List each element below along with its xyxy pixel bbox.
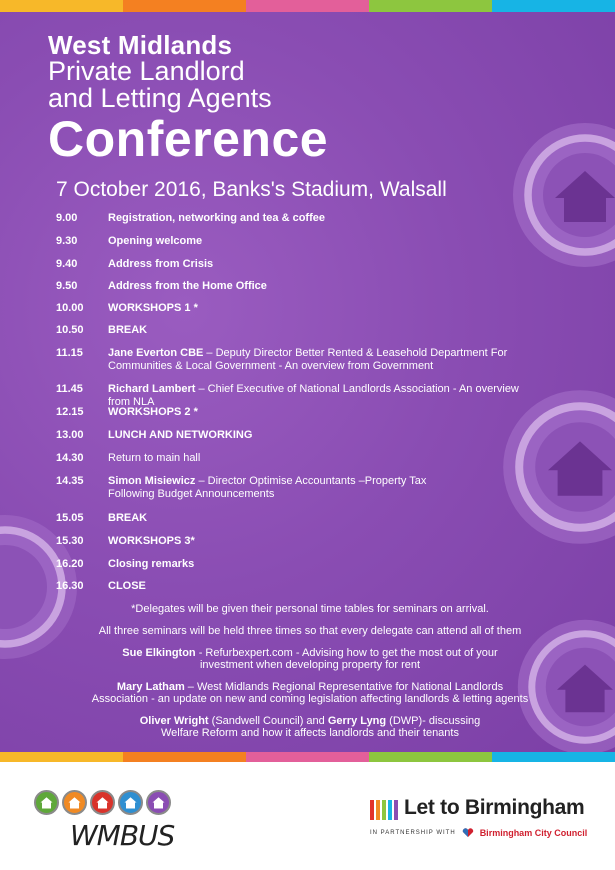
agenda-row: [56, 347, 536, 373]
speaker-detail: - Refurbexpert.com - Advising how to get the most out of your investment when developing property for rent: [195, 647, 498, 671]
agenda-title: BREAK: [108, 512, 148, 524]
title-line-4: Conference: [48, 111, 329, 167]
wmbus-circles: [34, 790, 190, 815]
agenda-row: [56, 558, 194, 571]
speaker-name: Mary Latham: [116, 681, 185, 693]
agenda-detail: – Director Optimise Accountants –Property Tax Following Budget Announcements: [108, 475, 427, 500]
agenda-time: 12.15: [56, 406, 84, 418]
date-venue: 7 October 2016, Banks's Stadium, Walsall: [56, 178, 447, 201]
title-line-2: Private Landlord: [48, 56, 245, 86]
speaker-detail: – West Midlands Regional Representative for National Landlords Association - an update on new and coming legislation affecting landlords & letting agents: [91, 681, 529, 705]
speaker-name: Oliver Wright: [139, 715, 209, 727]
stripe-segment: [123, 0, 246, 12]
agenda-time: 14.35: [56, 475, 84, 487]
agenda-row: [56, 280, 267, 293]
agenda-row: [56, 258, 213, 271]
agenda-time: 16.30: [56, 580, 84, 592]
bcc-wordmark: Birmingham City Council: [479, 828, 588, 838]
agenda-row: [56, 512, 147, 525]
speaker-name: Sue Elkington: [122, 647, 196, 659]
agenda-row: [56, 235, 202, 248]
conference-title: [48, 30, 329, 167]
wmbus-wordmark: WMBUS: [70, 819, 175, 852]
agenda-time: 13.00: [56, 429, 84, 441]
stripe-segment: [246, 752, 369, 762]
agenda-title: LUNCH AND NETWORKING: [108, 429, 253, 441]
house-circle-icon: [146, 790, 171, 815]
partner-label: IN PARTNERSHIP WITH: [370, 830, 456, 836]
agenda-title: Registration, networking and tea & coffee: [108, 212, 325, 224]
top-color-stripe: [0, 0, 615, 12]
agenda-title: Opening welcome: [108, 235, 203, 247]
agenda-time: 15.05: [56, 512, 84, 524]
house-circle-icon: [62, 790, 87, 815]
agenda-row: [56, 452, 200, 465]
note-timetables: *Delegates will be given their personal time tables for seminars on arrival.: [131, 603, 489, 615]
bottom-color-stripe: [0, 752, 615, 762]
house-badge-icon: [510, 120, 615, 270]
house-circle-icon: [90, 790, 115, 815]
agenda-title: WORKSHOPS 1 *: [108, 302, 198, 314]
partner-line: [370, 828, 600, 838]
agenda-time: 11.15: [56, 347, 83, 359]
house-circle-icon: [118, 790, 143, 815]
agenda-row: [56, 302, 198, 315]
title-line-1: West Midlands: [48, 30, 233, 60]
agenda-row: [56, 535, 195, 548]
poster-body: [0, 12, 615, 752]
agenda-title: Address from Crisis: [108, 258, 214, 270]
agenda-time: 11.45: [56, 383, 83, 395]
agenda-row: [56, 475, 456, 501]
stripe-segment: [123, 752, 246, 762]
note-speaker: [60, 715, 560, 739]
agenda-row: [56, 406, 198, 419]
agenda-detail: – Chief Executive of National Landlords Association - An overview from NLA: [108, 383, 519, 408]
agenda-row: [56, 324, 147, 337]
stripe-segment: [369, 752, 492, 762]
agenda-time: 14.30: [56, 452, 84, 464]
stripe-segment: [246, 0, 369, 12]
agenda-title: Address from the Home Office: [108, 280, 267, 292]
note-seminars: All three seminars will be held three times so that every delegate can attend all of them: [98, 625, 522, 637]
stripe-segment: [492, 752, 615, 762]
note-speaker: [60, 681, 560, 705]
speaker-detail: (DWP)- discussing Welfare Reform and how it affects landlords and their tenants: [161, 715, 481, 739]
agenda-detail: – Deputy Director Better Rented & Leasehold Department For Communities & Local Government - An overview from Government: [108, 347, 508, 372]
heart-icon: [462, 828, 474, 838]
house-circle-icon: [34, 790, 59, 815]
agenda-title: WORKSHOPS 2 *: [108, 406, 198, 418]
note-speaker: [60, 647, 560, 671]
agenda-time: 9.50: [56, 280, 78, 292]
agenda-time: 16.20: [56, 558, 84, 570]
title-line-3: and Letting Agents: [48, 83, 272, 113]
agenda-row: [56, 429, 252, 442]
agenda-time: 15.30: [56, 535, 84, 547]
agenda-title: Richard Lambert: [108, 383, 196, 395]
ltb-wordmark: Let to Birmingham: [404, 796, 585, 819]
agenda-title: Simon Misiewicz: [108, 475, 196, 487]
agenda-time: 9.30: [56, 235, 78, 247]
agenda-time: 9.40: [56, 258, 78, 270]
stripe-segment: [492, 0, 615, 12]
agenda-time: 10.00: [56, 302, 84, 314]
agenda-time: 9.00: [56, 212, 78, 224]
house-badge-icon: [500, 387, 615, 547]
stripe-segment: [0, 752, 123, 762]
stripe-segment: [0, 0, 123, 12]
speaker-detail: (Sandwell Council) and: [208, 715, 328, 727]
color-bars-icon: [370, 800, 398, 820]
agenda-detail: Return to main hall: [108, 452, 201, 464]
agenda-title: BREAK: [108, 324, 148, 336]
agenda-title: WORKSHOPS 3*: [108, 535, 195, 547]
agenda-row: [56, 212, 325, 225]
let-to-birmingham-logo: [370, 796, 600, 838]
agenda-title: Jane Everton CBE: [108, 347, 204, 359]
agenda-title: CLOSE: [108, 580, 146, 592]
speaker-name: Gerry Lyng: [327, 715, 387, 727]
agenda-time: 10.50: [56, 324, 84, 336]
wmbus-logo: [30, 790, 190, 860]
agenda-row: [56, 580, 146, 593]
seminar-notes: [60, 603, 560, 739]
stripe-segment: [369, 0, 492, 12]
agenda-title: Closing remarks: [108, 558, 195, 570]
